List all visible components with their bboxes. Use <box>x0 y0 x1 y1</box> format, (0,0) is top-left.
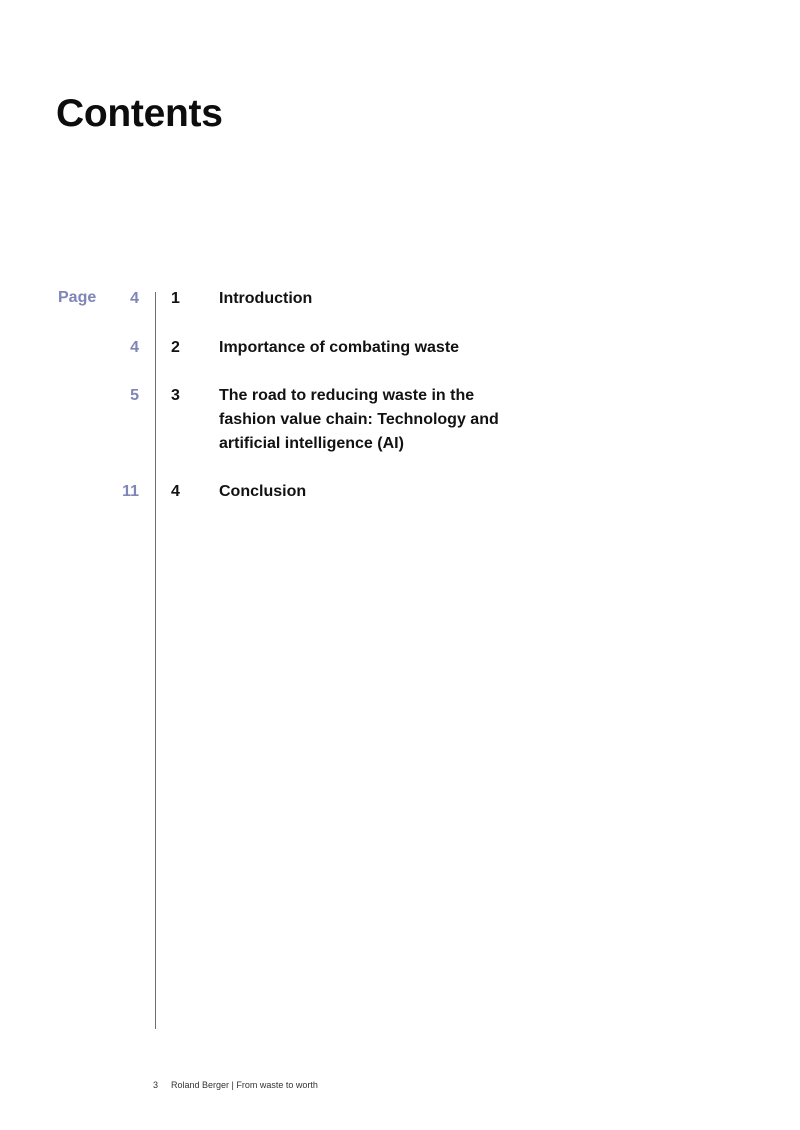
footer-page-number: 3 <box>153 1080 159 1090</box>
toc-page-number: 11 <box>122 483 139 500</box>
toc-page-number: 4 <box>130 339 139 356</box>
toc-chapter-title: Importance of combating waste <box>219 339 460 356</box>
toc-page-number: 5 <box>130 387 139 404</box>
toc-chapter-number: 2 <box>171 339 180 356</box>
toc-chapter-title: Introduction <box>219 290 313 307</box>
toc-page-number: 4 <box>130 290 139 307</box>
page-column-label: Page <box>58 289 97 306</box>
footer-text: Roland Berger | From waste to worth <box>171 1080 318 1090</box>
toc-chapter-number: 4 <box>171 483 180 500</box>
toc-chapter-title: The road to reducing waste in the fashion value chain: Technology and artificial intelligence (AI) <box>219 387 499 452</box>
toc-chapter-number: 1 <box>171 290 180 307</box>
page-title: Contents <box>56 92 223 135</box>
page-footer <box>153 1080 318 1090</box>
toc-chapter-title: Conclusion <box>219 483 307 500</box>
toc-chapter-number: 3 <box>171 387 180 404</box>
toc-divider-line <box>155 292 156 1029</box>
